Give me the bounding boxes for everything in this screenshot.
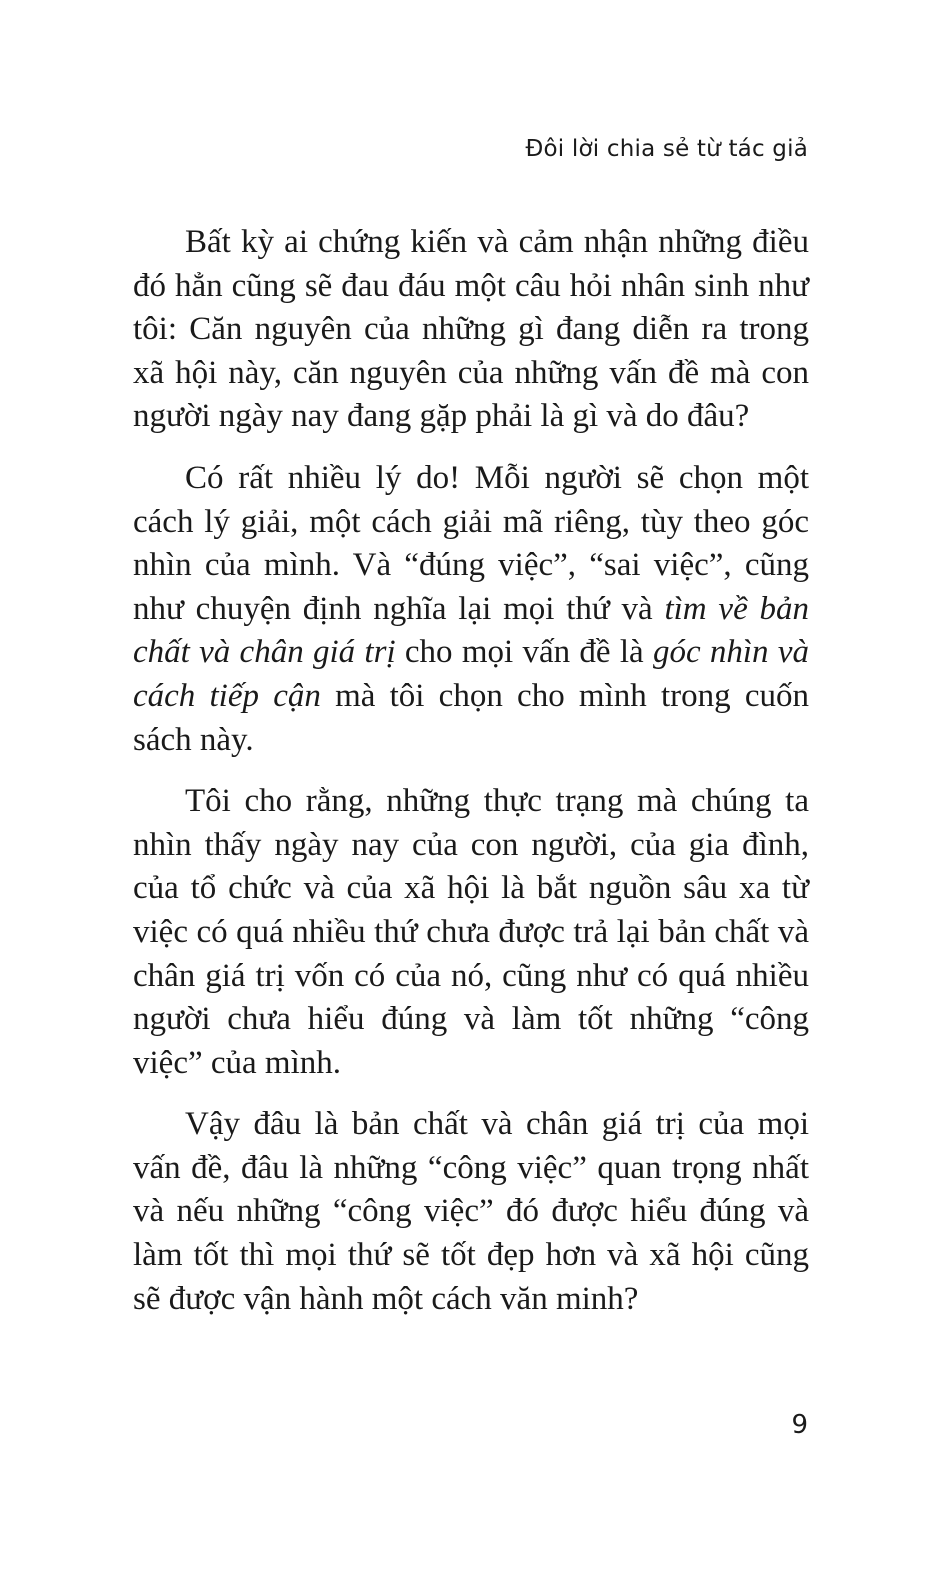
paragraph-2-italic-1: tìm về bản chất và chân giá trị (133, 590, 809, 671)
paragraph-2-part-1: Có rất nhiều lý do! Mỗi người sẽ chọn một cách lý giải, một cách giải mã riêng, tùy theo góc nhìn của mình. Và “đúng việc”, “sai việc”, cũng như chuyện định nghĩa lại mọi thứ và (133, 459, 809, 627)
body-text (133, 221, 809, 1339)
paragraph-2-part-2: cho mọi vấn đề là (395, 634, 653, 671)
paragraph-2-italic-2: góc nhìn và cách tiếp cận (133, 634, 809, 714)
running-header: Đôi lời chia sẻ từ tác giả (525, 136, 808, 162)
paragraph-4: Vậy đâu là bản chất và chân giá trị của mọi vấn đề, đâu là những “công việc” quan trọng nhất và nếu những “công việc” đó được hiểu đúng và làm tốt thì mọi thứ sẽ tốt đẹp hơn và xã hội cũng sẽ được vận hành một cách văn minh? (133, 1106, 809, 1317)
page-number: 9 (791, 1410, 808, 1440)
paragraph-2 (133, 457, 809, 762)
paragraph-3: Tôi cho rằng, những thực trạng mà chúng ta nhìn thấy ngày nay của con người, của gia đình, của tổ chức và của xã hội là bắt nguồn sâu xa từ việc có quá nhiều thứ chưa được trả lại bản chất và chân giá trị vốn có của nó, cũng như có quá nhiều người chưa hiểu đúng và làm tốt những “công việc” của mình. (133, 783, 809, 1081)
paragraph-1: Bất kỳ ai chứng kiến và cảm nhận những điều đó hẳn cũng sẽ đau đáu một câu hỏi nhân sinh như tôi: Căn nguyên của những gì đang diễn ra trong xã hội này, căn nguyên của những vấn đề mà con người ngày nay đang gặp phải là gì và do đâu? (133, 224, 809, 435)
paragraph-2-part-3: mà tôi chọn cho mình trong cuốn sách này. (133, 677, 809, 758)
